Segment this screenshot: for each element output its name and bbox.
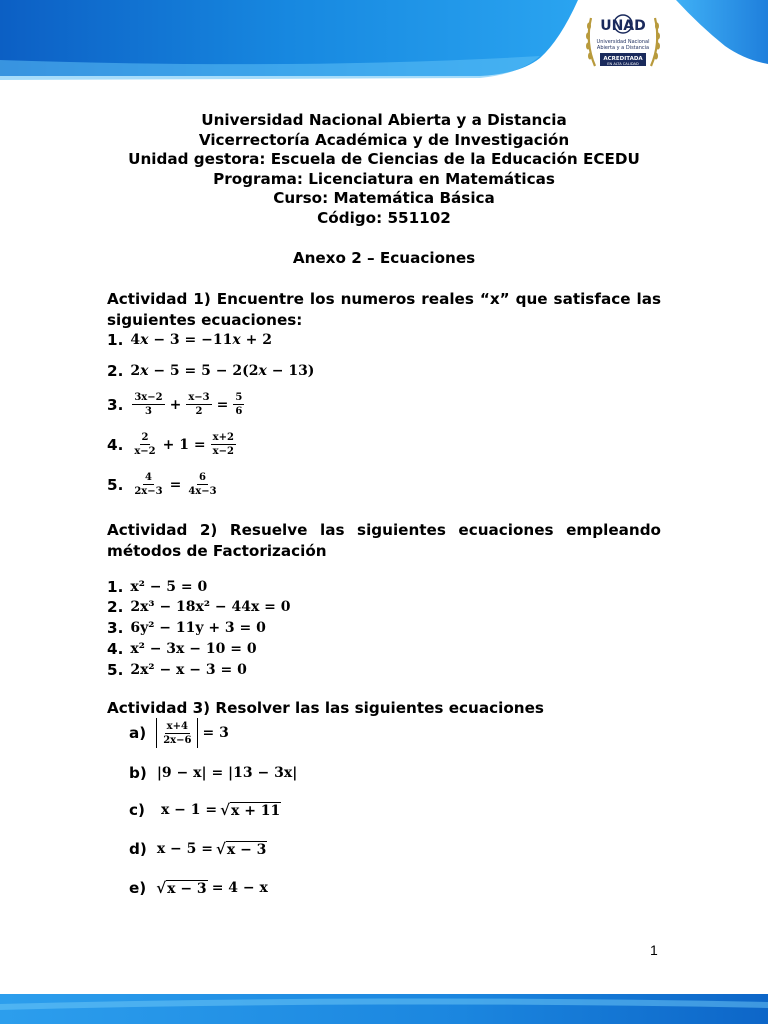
header-programa: Programa: Licenciatura en Matemáticas bbox=[213, 169, 555, 188]
svg-text:UNAD: UNAD bbox=[600, 18, 646, 34]
page-number: 1 bbox=[650, 942, 658, 958]
header-vicerrectoria: Vicerrectoría Académica y de Investigación bbox=[198, 130, 570, 149]
activity1-eq-2: 2. 2x − 5 = 5 − 2(2x − 13) bbox=[107, 362, 315, 380]
document-header bbox=[100, 111, 668, 229]
header-unidad: Unidad gestora: Escuela de Ciencias de la Educación ECEDU bbox=[128, 150, 640, 169]
activity2-eq-5: 5. 2x² − x − 3 = 0 bbox=[107, 661, 247, 679]
unad-logo bbox=[583, 10, 663, 76]
activity1-title: Actividad 1) Encuentre los numeros reales “x” que satisface las siguientes ecuaciones: bbox=[107, 290, 661, 329]
activity2-eq-3: 3. 6y² − 11y + 3 = 0 bbox=[107, 619, 266, 637]
activity2-eq-2: 2. 2x³ − 18x² − 44x = 0 bbox=[107, 598, 291, 616]
header-university: Universidad Nacional Abierta y a Distancia bbox=[201, 111, 567, 129]
activity2-eq-4: 4. x² − 3x − 10 = 0 bbox=[107, 640, 257, 658]
activity3-title: Actividad 3) Resolver las las siguientes ecuaciones bbox=[107, 699, 544, 717]
activity2-eq-1: 1. x² − 5 = 0 bbox=[107, 578, 208, 596]
header-curso: Curso: Matemática Básica bbox=[273, 189, 495, 208]
activity1-eq-1: 1. 4x − 3 = −11x + 2 bbox=[107, 331, 272, 349]
svg-text:ACREDITADA: ACREDITADA bbox=[603, 56, 643, 62]
svg-text:EN ALTA CALIDAD: EN ALTA CALIDAD bbox=[607, 62, 639, 66]
activity2-title: Actividad 2) Resuelve las siguientes ecuaciones empleando métodos de Factorización bbox=[107, 521, 661, 560]
annex-title: Anexo 2 – Ecuaciones bbox=[292, 249, 476, 267]
activity1-eq-3: 3. $\frac{3x-2}{3}$ + $\frac{x-3}{2}$ = $\frac{5}{6}$ bbox=[107, 392, 243, 417]
activity3-eq-d: d) x − 5 = √ x − 3 bbox=[129, 840, 267, 858]
header-codigo: Código: 551102 bbox=[317, 208, 451, 227]
svg-text:Universidad Nacional: Universidad Nacional bbox=[596, 39, 650, 45]
activity3-eq-b: b) |9 − x| = |13 − 3x| bbox=[129, 764, 298, 782]
activity3-eq-c: c) x − 1 = √ x + 11 bbox=[129, 801, 281, 819]
activity1-eq-5: 5. $\frac{4}{2x-3}$ = $\frac{6}{4x-3}$ bbox=[107, 472, 217, 497]
activity3-eq-a: a) $\frac{x+4}{2x-6}$ = 3 bbox=[129, 718, 229, 748]
activity3-eq-e: e) √ x − 3 = 4 − x bbox=[129, 879, 268, 897]
bottom-banner bbox=[0, 994, 768, 1024]
svg-text:Abierta y a Distancia: Abierta y a Distancia bbox=[596, 45, 650, 51]
activity1-eq-4: 4. $\frac{2}{x-2}$ + 1 = $\frac{x+2}{x-2}$ bbox=[107, 432, 234, 457]
